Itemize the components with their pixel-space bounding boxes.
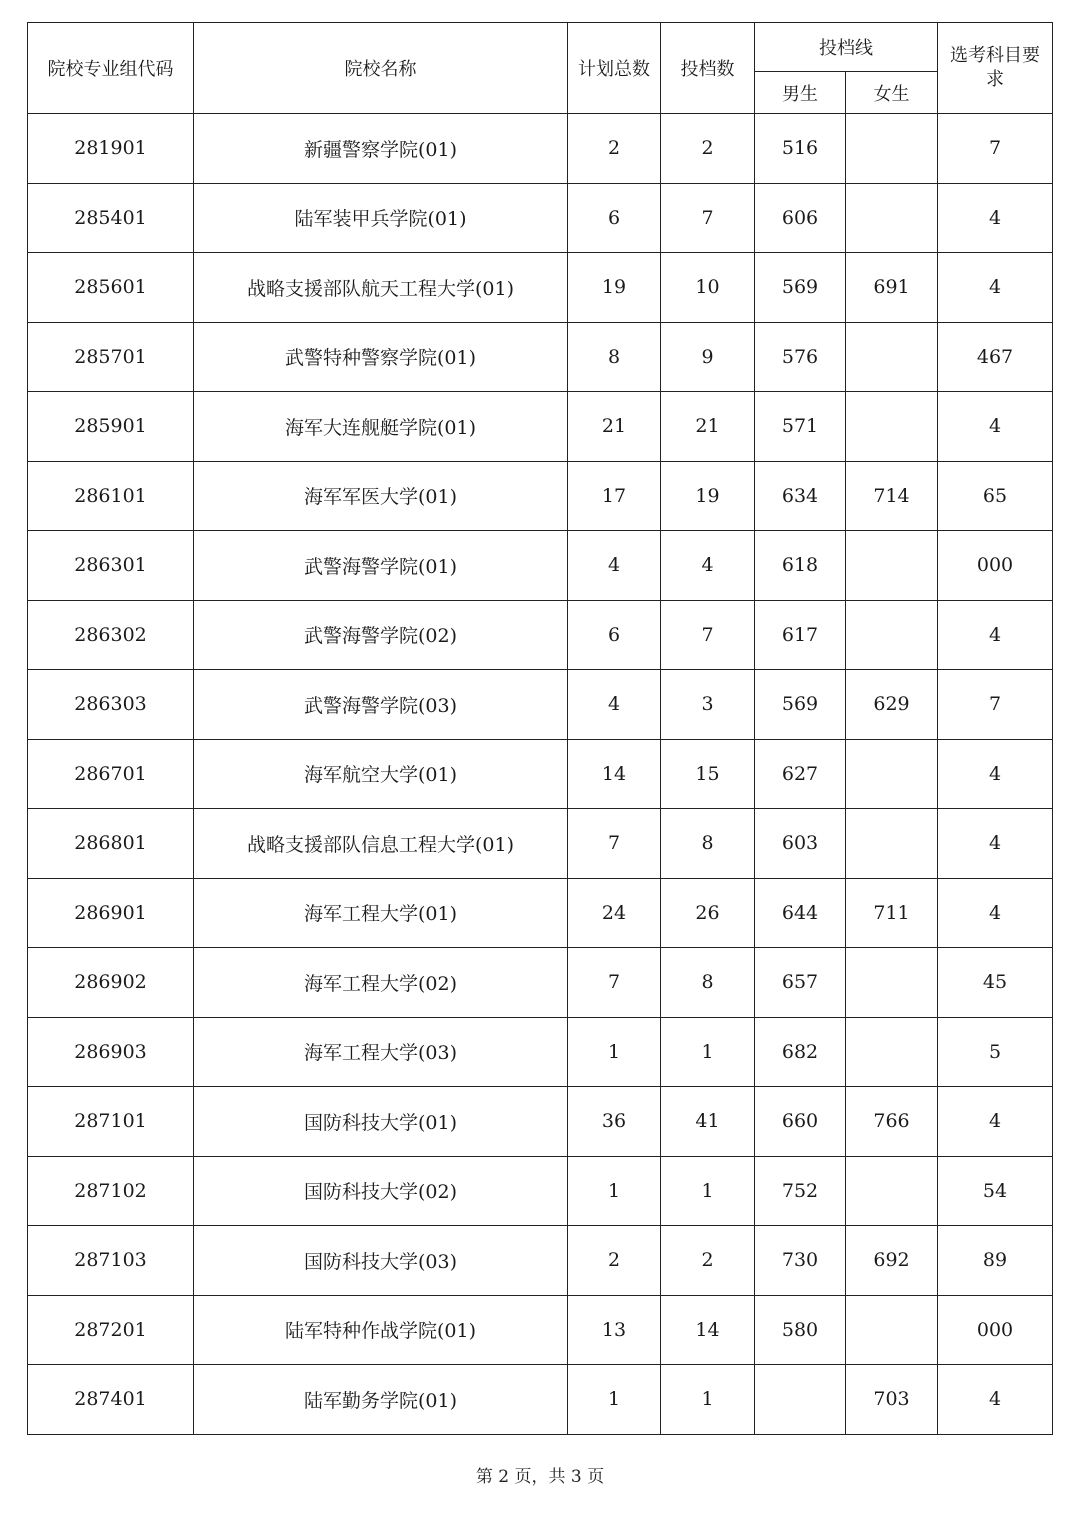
table-row (28, 878, 1053, 948)
cell-female: 629 (846, 670, 938, 740)
cell-female (846, 114, 938, 184)
cell-admitted: 9 (661, 322, 755, 392)
cell-female (846, 1156, 938, 1226)
cell-female: 766 (846, 1087, 938, 1157)
cell-plan: 1 (568, 1017, 661, 1087)
cell-name: 陆军特种作战学院(01) (194, 1295, 568, 1365)
table-row (28, 1017, 1053, 1087)
cell-plan: 2 (568, 114, 661, 184)
header-female: 女生 (846, 72, 938, 114)
cell-subject: 89 (938, 1226, 1053, 1296)
cell-code: 286101 (28, 461, 194, 531)
cell-admitted: 10 (661, 253, 755, 323)
cell-code: 281901 (28, 114, 194, 184)
cell-name: 武警海警学院(02) (194, 600, 568, 670)
cell-admitted: 1 (661, 1017, 755, 1087)
cell-name: 战略支援部队航天工程大学(01) (194, 253, 568, 323)
cell-code: 285401 (28, 183, 194, 253)
cell-code: 286902 (28, 948, 194, 1018)
cell-subject: 65 (938, 461, 1053, 531)
cell-female (846, 183, 938, 253)
cell-admitted: 41 (661, 1087, 755, 1157)
table-row (28, 531, 1053, 601)
cell-admitted: 7 (661, 183, 755, 253)
cell-male: 603 (755, 809, 846, 879)
cell-subject: 4 (938, 392, 1053, 462)
table-row (28, 183, 1053, 253)
cell-male (755, 1365, 846, 1435)
cell-admitted: 14 (661, 1295, 755, 1365)
cell-name: 国防科技大学(03) (194, 1226, 568, 1296)
cell-subject: 4 (938, 183, 1053, 253)
cell-subject: 4 (938, 1087, 1053, 1157)
cell-female (846, 392, 938, 462)
cell-code: 285601 (28, 253, 194, 323)
cell-subject: 4 (938, 1365, 1053, 1435)
table-row (28, 392, 1053, 462)
cell-female (846, 531, 938, 601)
cell-female (846, 322, 938, 392)
cell-female: 692 (846, 1226, 938, 1296)
cell-plan: 8 (568, 322, 661, 392)
table-row (28, 1365, 1053, 1435)
admission-table (27, 22, 1053, 1435)
cell-admitted: 15 (661, 739, 755, 809)
page-footer: 第 2 页，共 3 页 (475, 1467, 605, 1487)
cell-plan: 21 (568, 392, 661, 462)
table-row (28, 1087, 1053, 1157)
cell-subject: 4 (938, 253, 1053, 323)
cell-code: 287103 (28, 1226, 194, 1296)
cell-male: 617 (755, 600, 846, 670)
cell-subject: 000 (938, 1295, 1053, 1365)
cell-code: 285901 (28, 392, 194, 462)
table-row (28, 322, 1053, 392)
cell-female (846, 1295, 938, 1365)
cell-male: 627 (755, 739, 846, 809)
header-admitted: 投档数 (661, 23, 755, 114)
cell-admitted: 4 (661, 531, 755, 601)
cell-male: 516 (755, 114, 846, 184)
cell-code: 287101 (28, 1087, 194, 1157)
cell-plan: 17 (568, 461, 661, 531)
cell-plan: 2 (568, 1226, 661, 1296)
cell-code: 286801 (28, 809, 194, 879)
cell-name: 海军工程大学(02) (194, 948, 568, 1018)
header-plan: 计划总数 (568, 23, 661, 114)
cell-male: 571 (755, 392, 846, 462)
cell-code: 285701 (28, 322, 194, 392)
table-row (28, 461, 1053, 531)
cell-name: 海军军医大学(01) (194, 461, 568, 531)
cell-subject: 5 (938, 1017, 1053, 1087)
cell-code: 287102 (28, 1156, 194, 1226)
cell-code: 286303 (28, 670, 194, 740)
header-code: 院校专业组代码 (28, 23, 194, 114)
cell-admitted: 7 (661, 600, 755, 670)
cell-female (846, 1017, 938, 1087)
cell-name: 海军工程大学(01) (194, 878, 568, 948)
cell-admitted: 2 (661, 114, 755, 184)
cell-name: 战略支援部队信息工程大学(01) (194, 809, 568, 879)
cell-plan: 6 (568, 183, 661, 253)
cell-name: 陆军勤务学院(01) (194, 1365, 568, 1435)
header-subject: 选考科目要求 (938, 23, 1053, 114)
cell-male: 569 (755, 253, 846, 323)
cell-name: 国防科技大学(02) (194, 1156, 568, 1226)
cell-admitted: 3 (661, 670, 755, 740)
cell-plan: 14 (568, 739, 661, 809)
cell-male: 657 (755, 948, 846, 1018)
cell-name: 新疆警察学院(01) (194, 114, 568, 184)
table-row (28, 1156, 1053, 1226)
cell-female: 711 (846, 878, 938, 948)
cell-code: 287401 (28, 1365, 194, 1435)
cell-female (846, 600, 938, 670)
cell-name: 武警特种警察学院(01) (194, 322, 568, 392)
cell-code: 286903 (28, 1017, 194, 1087)
cell-plan: 4 (568, 531, 661, 601)
table-row (28, 600, 1053, 670)
cell-admitted: 2 (661, 1226, 755, 1296)
cell-subject: 000 (938, 531, 1053, 601)
cell-subject: 7 (938, 670, 1053, 740)
cell-female (846, 948, 938, 1018)
cell-female: 714 (846, 461, 938, 531)
cell-plan: 1 (568, 1365, 661, 1435)
cell-code: 287201 (28, 1295, 194, 1365)
cell-plan: 7 (568, 809, 661, 879)
cell-name: 陆军装甲兵学院(01) (194, 183, 568, 253)
table-row (28, 1226, 1053, 1296)
cell-name: 武警海警学院(03) (194, 670, 568, 740)
cell-plan: 4 (568, 670, 661, 740)
header-line: 投档线 (755, 23, 938, 72)
cell-female: 691 (846, 253, 938, 323)
header-male: 男生 (755, 72, 846, 114)
cell-male: 576 (755, 322, 846, 392)
cell-code: 286701 (28, 739, 194, 809)
table-row (28, 739, 1053, 809)
cell-admitted: 21 (661, 392, 755, 462)
cell-subject: 45 (938, 948, 1053, 1018)
cell-admitted: 8 (661, 948, 755, 1018)
cell-subject: 4 (938, 878, 1053, 948)
table-body (28, 114, 1053, 1435)
cell-plan: 19 (568, 253, 661, 323)
cell-female (846, 739, 938, 809)
cell-male: 660 (755, 1087, 846, 1157)
cell-admitted: 26 (661, 878, 755, 948)
cell-plan: 7 (568, 948, 661, 1018)
cell-female: 703 (846, 1365, 938, 1435)
header-name: 院校名称 (194, 23, 568, 114)
cell-female (846, 809, 938, 879)
cell-admitted: 19 (661, 461, 755, 531)
cell-admitted: 1 (661, 1365, 755, 1435)
cell-name: 国防科技大学(01) (194, 1087, 568, 1157)
cell-admitted: 1 (661, 1156, 755, 1226)
cell-code: 286901 (28, 878, 194, 948)
cell-subject: 4 (938, 809, 1053, 879)
cell-code: 286301 (28, 531, 194, 601)
cell-admitted: 8 (661, 809, 755, 879)
cell-subject: 4 (938, 739, 1053, 809)
cell-name: 海军航空大学(01) (194, 739, 568, 809)
cell-plan: 36 (568, 1087, 661, 1157)
cell-name: 海军大连舰艇学院(01) (194, 392, 568, 462)
cell-code: 286302 (28, 600, 194, 670)
cell-subject: 7 (938, 114, 1053, 184)
table-row (28, 1295, 1053, 1365)
cell-name: 海军工程大学(03) (194, 1017, 568, 1087)
cell-plan: 6 (568, 600, 661, 670)
table-row (28, 809, 1053, 879)
cell-subject: 4 (938, 600, 1053, 670)
cell-male: 634 (755, 461, 846, 531)
cell-plan: 13 (568, 1295, 661, 1365)
cell-subject: 467 (938, 322, 1053, 392)
cell-male: 644 (755, 878, 846, 948)
cell-male: 752 (755, 1156, 846, 1226)
cell-plan: 1 (568, 1156, 661, 1226)
cell-male: 569 (755, 670, 846, 740)
cell-subject: 54 (938, 1156, 1053, 1226)
table-row (28, 670, 1053, 740)
cell-male: 682 (755, 1017, 846, 1087)
cell-name: 武警海警学院(01) (194, 531, 568, 601)
table-row (28, 948, 1053, 1018)
cell-male: 618 (755, 531, 846, 601)
cell-plan: 24 (568, 878, 661, 948)
table-row (28, 253, 1053, 323)
cell-male: 606 (755, 183, 846, 253)
table-row (28, 114, 1053, 184)
cell-male: 580 (755, 1295, 846, 1365)
cell-male: 730 (755, 1226, 846, 1296)
